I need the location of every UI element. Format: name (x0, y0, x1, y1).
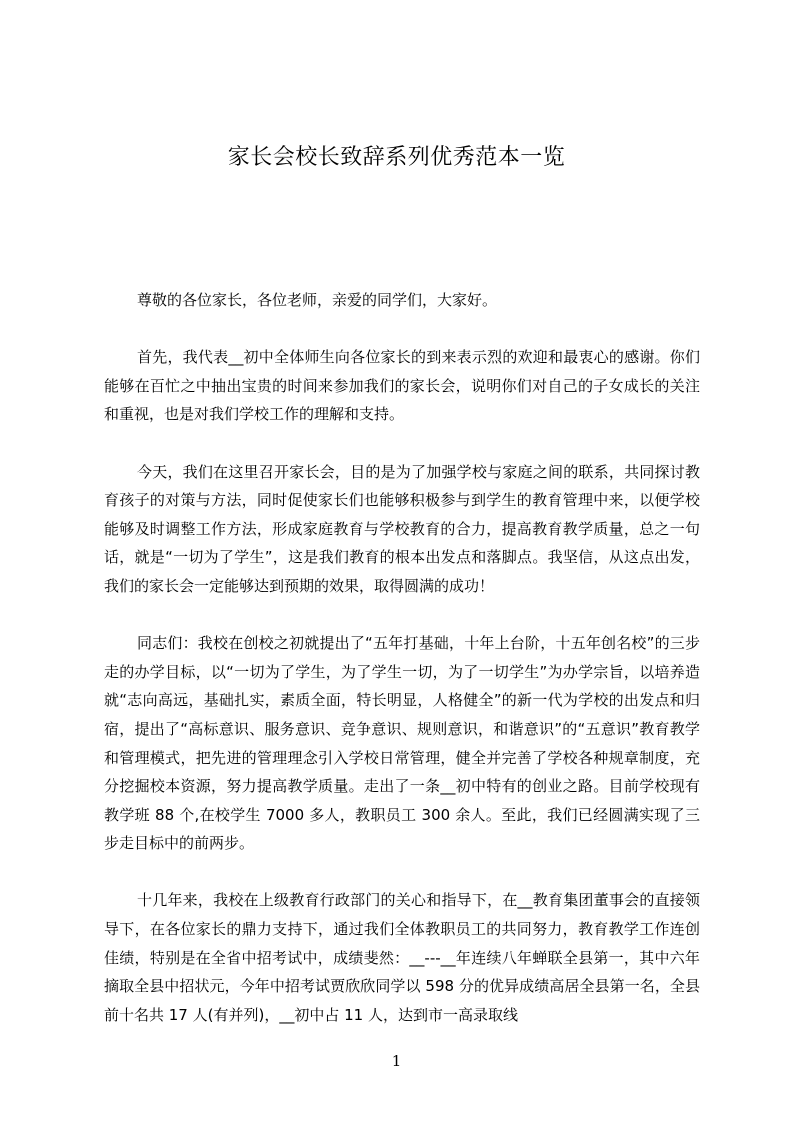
paragraph-achievements: 十几年来，我校在上级教育行政部门的关心和指导下，在__教育集团董事会的直接领导下，在各位家长的鼎力支持下，通过我们全体教职员工的共同努力，教育教学工作连创佳绩，特别是在全省中招考试中，成绩斐然：__---__年连续八年蝉联全县第一，其中六年摘取全县中招状元，今年中招考试贾欣欣同学以 598 分的优异成绩高居全县第一名，全县前十名共 17 人(有并列)，__初中占 11 人，达到市一高录取线 (104, 891, 700, 1024)
document-body (104, 286, 700, 1058)
paragraph-greeting: 尊敬的各位家长，各位老师，亲爱的同学们，大家好。 (137, 291, 498, 309)
paragraph-school-goals: 同志们：我校在创校之初就提出了“五年打基础，十年上台阶，十五年创名校”的三步走的办学目标，以“一切为了学生，为了学生一切，为了一切学生”为办学宗旨，以培养造就“志向高远，基础扎实，素质全面，特长明显，人格健全”的新一代为学校的出发点和归宿，提出了“高标意识、服务意识、竞争意识、规则意识，和谐意识”的“五意识”教育教学和管理模式，把先进的管理理念引入学校日常管理，健全并完善了学校各种规章制度，充分挖掘校本资源，努力提高教学质量。走出了一条__初中特有的创业之路。目前学校现有教学班 88 个,在校学生 7000 多人，教职员工 300 余人。至此，我们已经圆满实现了三步走目标中的前两步。 (104, 634, 700, 853)
document-title: 家长会校长致辞系列优秀范本一览 (227, 145, 566, 170)
paragraph-welcome: 首先，我代表__初中全体师生向各位家长的到来表示烈的欢迎和最衷心的感谢。你们能够在百忙之中抽出宝贵的时间来参加我们的家长会，说明你们对自己的子女成长的关注和重视，也是对我们学校工作的理解和支持。 (104, 348, 700, 424)
paragraph-purpose: 今天，我们在这里召开家长会，目的是为了加强学校与家庭之间的联系，共同探讨教育孩子的对策与方法，同时促使家长们也能够积极参与到学生的教育管理中来，以便学校能够及时调整工作方法，形成家庭教育与学校教育的合力，提高教育教学质量，总之一句话，就是“一切为了学生”，这是我们教育的根本出发点和落脚点。我坚信，从这点出发，我们的家长会一定能够达到预期的效果，取得圆满的成功！ (104, 462, 700, 595)
page-number: 1 (391, 1052, 402, 1070)
